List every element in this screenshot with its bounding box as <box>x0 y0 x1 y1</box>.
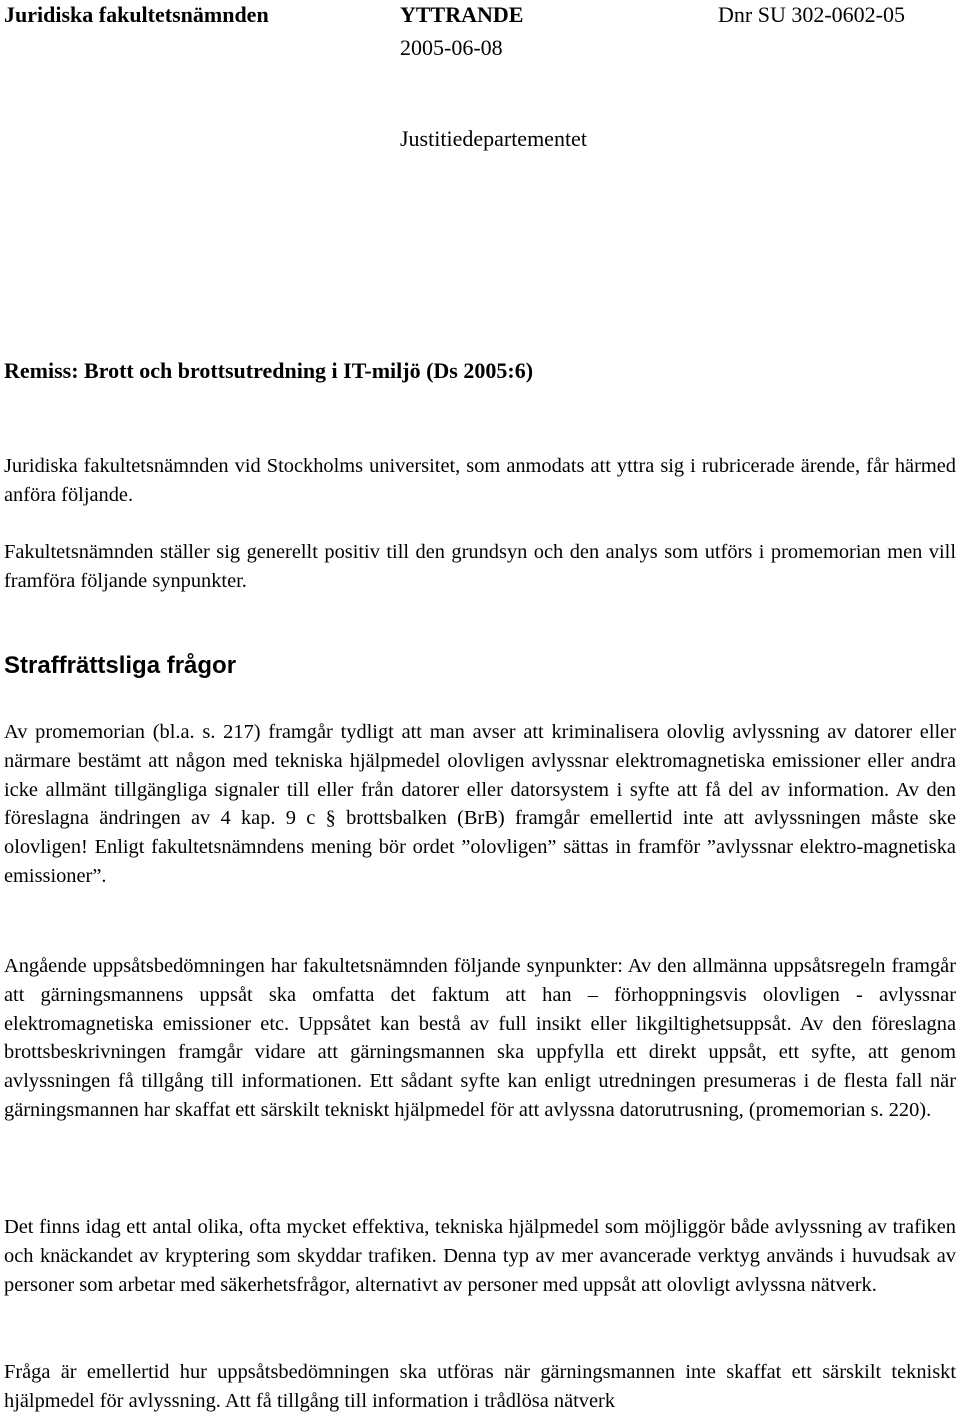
paragraph-general-position: Fakultetsnämnden ställer sig generellt positiv till den grundsyn och den analys som utförs i promemorian men vill framföra följande synpunkter. <box>4 541 956 592</box>
document-date: 2005-06-08 <box>400 35 503 60</box>
faculty-name: Juridiska fakultetsnämnden <box>4 2 269 27</box>
section-heading: Straffrättsliga frågor <box>4 652 237 679</box>
paragraph-technical-tools: Det finns idag ett antal olika, ofta mycket effektiva, tekniska hjälpmedel som möjliggör både avlyssning av trafiken och knäckandet av kryptering som skyddar trafiken. Denna typ av mer avancerade verktyg används i huvudsak av personer som arbetar med säkerhetsfrågor, alternativt av personer med uppsåt att olovligt avlyssna nätverk. <box>4 1216 956 1296</box>
recipient: Justitiedepartementet <box>400 126 587 151</box>
subject-line: Remiss: Brott och brottsutredning i IT-miljö (Ds 2005:6) <box>4 358 534 383</box>
paragraph-intent-assessment: Angående uppsåtsbedömningen har fakultetsnämnden följande synpunkter: Av den allmänna uppsåtsregeln framgår att gärningsmannens uppsåt ska omfatta det faktum att han – förhoppningsvis olovligen - avlyssnar elektromagnetiska emissioner etc. Uppsåtet kan bestå av full insikt eller likgiltighetsuppsåt. Av den föreslagna brottsbeskrivningen framgår vidare att gärningsmannen ska uppfylla ett direkt uppsåt, ett syfte, att genom avlyssningen få tillgång till informationen. Ett sådant syfte kan enligt utredningen presumeras i de flesta fall när gärningsmannen har skaffat ett särskilt tekniskt hjälpmedel för att avlyssna datorutrusning, (promemorian s. 220). <box>4 955 956 1121</box>
paragraph-question: Fråga är emellertid hur uppsåtsbedömningen ska utföras när gärningsmannen inte skaffat ett särskilt tekniskt hjälpmedel för avlyssning. Att få tillgång till information i trådlösa nätverk <box>4 1361 956 1412</box>
letterhead <box>0 2 960 32</box>
paragraph-intro: Juridiska fakultetsnämnden vid Stockholms universitet, som anmodats att yttra sig i rubricerade ärende, får härmed anföra följande. <box>4 455 956 506</box>
paragraph-criminalisation: Av promemorian (bl.a. s. 217) framgår tydligt att man avser att kriminalisera olovlig avlyssning av datorer eller närmare bestämt att någon med tekniska hjälpmedel olovligen avlyssnar elektromagnetiska emissioner eller andra icke allmänt tillgängliga signaler till eller från datorer eller datorsystem i syfte att få del av information. Av den föreslagna ändringen av 4 kap. 9 c § brottsbalken (BrB) framgår emellertid inte att avlyssningen måste ske olovligen! Enligt fakultetsnämndens mening bör ordet ”olovligen” sättas in framför ”avlyssnar elektro-magnetiska emissioner”. <box>4 721 956 887</box>
document-type: YTTRANDE <box>400 2 524 27</box>
registration-number: Dnr SU 302-0602-05 <box>718 2 905 27</box>
